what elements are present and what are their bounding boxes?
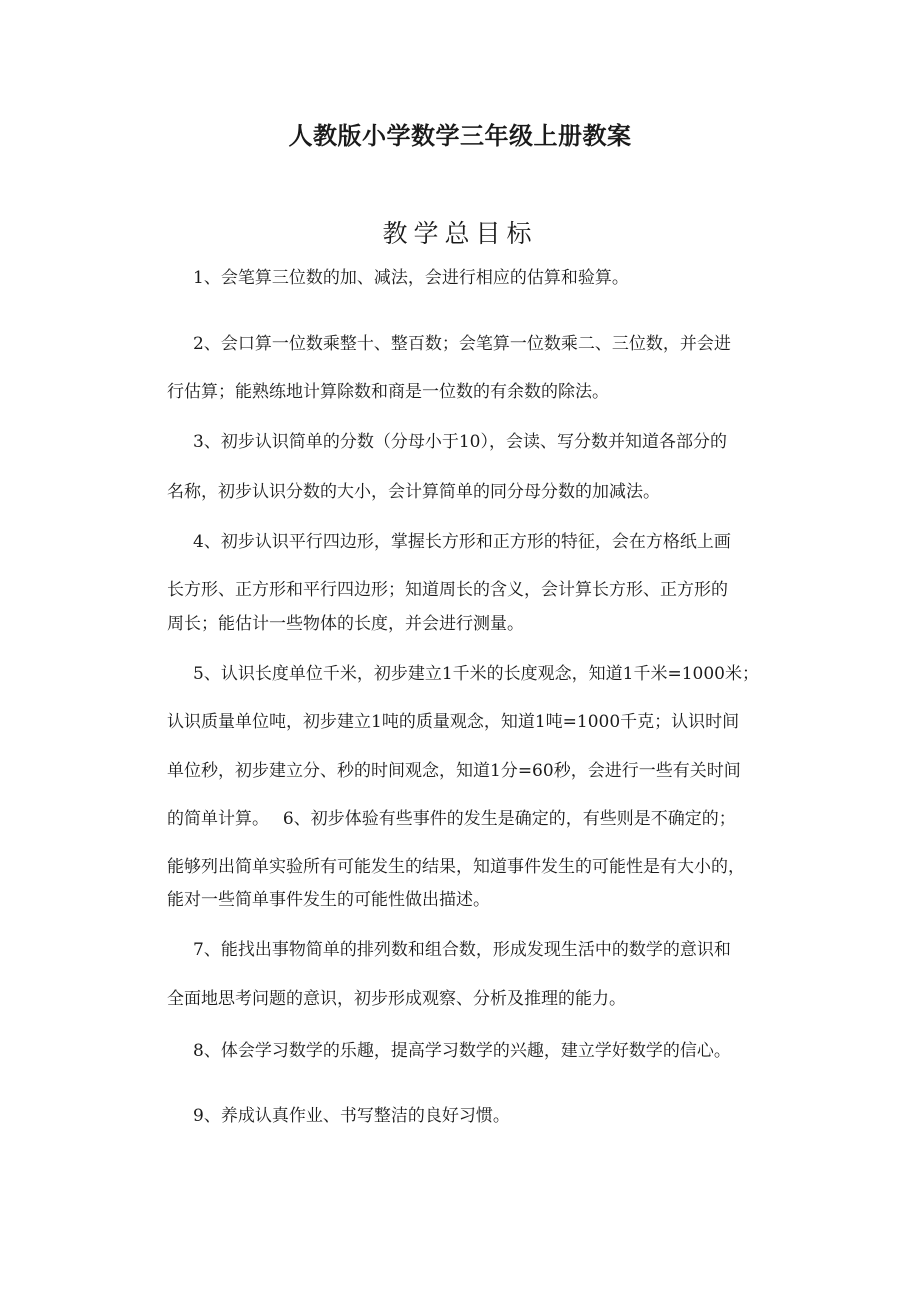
goal-3-line-1: 3、初步认识简单的分数（分母小于10），会读、写分数并知道各部分的	[193, 432, 727, 452]
goal-8-line: 8、体会学习数学的乐趣，提高学习数学的兴趣，建立学好数学的信心。	[193, 1041, 731, 1061]
goal-7-line-2: 全面地思考问题的意识，初步形成观察、分析及推理的能力。	[167, 989, 626, 1009]
goal-6-line-2: 能够列出简单实验所有可能发生的结果，知道事件发生的可能性是有大小的，	[167, 857, 745, 877]
goal-5-6-line: 的简单计算。 6、初步体验有些事件的发生是确定的，有些则是不确定的；	[167, 809, 736, 829]
goal-5-line-2: 认识质量单位吨，初步建立1吨的质量观念，知道1吨=1000千克；认识时间	[167, 712, 740, 732]
goal-9-line: 9、养成认真作业、书写整洁的良好习惯。	[193, 1106, 510, 1126]
goal-3-line-2: 名称，初步认识分数的大小，会计算简单的同分母分数的加减法。	[167, 482, 660, 502]
goal-6-line-3: 能对一些简单事件发生的可能性做出描述。	[167, 890, 490, 910]
goal-4-line-1: 4、初步认识平行四边形，掌握长方形和正方形的特征，会在方格纸上画	[193, 532, 731, 552]
goal-4-line-3: 周长；能估计一些物体的长度，并会进行测量。	[167, 614, 524, 634]
section-heading: 教学总目标	[382, 219, 538, 248]
goal-2-line-2: 行估算；能熟练地计算除数和商是一位数的有余数的除法。	[167, 382, 609, 402]
document-title: 人教版小学数学三年级上册教案	[288, 122, 632, 150]
goal-4-line-2: 长方形、正方形和平行四边形；知道周长的含义，会计算长方形、正方形的	[167, 580, 728, 600]
goal-1-line: 1、会笔算三位数的加、减法，会进行相应的估算和验算。	[193, 268, 629, 288]
goal-2-line-1: 2、会口算一位数乘整十、整百数；会笔算一位数乘二、三位数，并会进	[193, 334, 731, 354]
goal-7-line-1: 7、能找出事物简单的排列数和组合数，形成发现生活中的数学的意识和	[193, 940, 731, 960]
goal-5-line-3: 单位秒，初步建立分、秒的时间观念，知道1分=60秒，会进行一些有关时间	[167, 761, 741, 781]
goal-5-line-1: 5、认识长度单位千米，初步建立1千米的长度观念，知道1千米=1000米；	[193, 664, 759, 684]
